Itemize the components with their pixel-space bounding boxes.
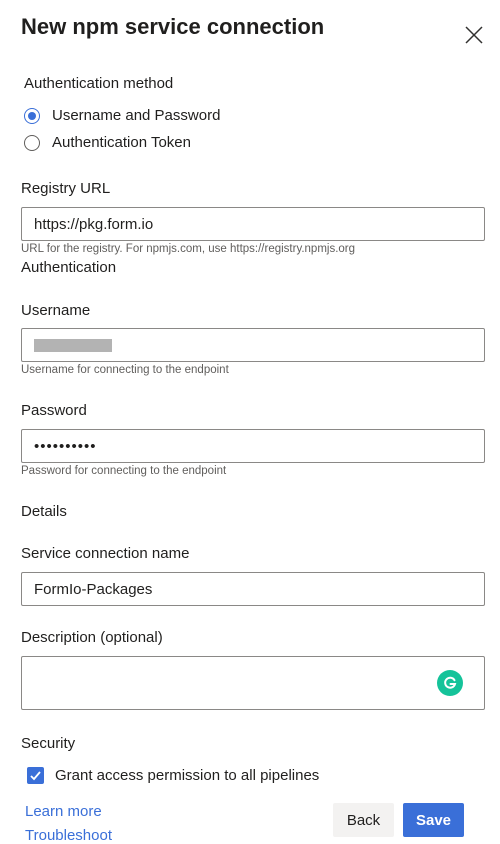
username-help: Username for connecting to the endpoint (21, 364, 229, 376)
radio-auth-token[interactable] (24, 134, 191, 151)
troubleshoot-link[interactable]: Troubleshoot (25, 827, 112, 844)
registry-url-input[interactable] (21, 207, 485, 241)
radio-username-password[interactable] (24, 107, 220, 124)
service-connection-name-input[interactable] (21, 572, 485, 606)
radio-button[interactable] (24, 135, 40, 151)
service-connection-name-value: FormIo-Packages (34, 580, 153, 598)
redacted-username (34, 339, 112, 352)
radio-button-checked[interactable] (24, 108, 40, 124)
description-label: Description (optional) (21, 629, 163, 646)
checkmark-icon (29, 769, 42, 782)
registry-url-value: https://pkg.form.io (34, 215, 154, 233)
authentication-heading: Authentication (21, 259, 117, 276)
registry-url-help: URL for the registry. For npmjs.com, use https://registry.npmjs.org (21, 243, 356, 255)
grant-access-checkbox[interactable] (27, 767, 44, 784)
grant-access-label[interactable]: Grant access permission to all pipelines (55, 767, 320, 784)
learn-more-link[interactable]: Learn more (25, 803, 102, 820)
grammarly-icon[interactable] (437, 670, 463, 696)
close-icon[interactable] (463, 24, 485, 46)
password-label: Password (21, 402, 87, 419)
radio-label: Username and Password (52, 107, 221, 124)
details-heading: Details (21, 503, 67, 520)
dialog-title: New npm service connection (21, 14, 325, 39)
radio-label: Authentication Token (52, 134, 191, 151)
password-help: Password for connecting to the endpoint (21, 465, 227, 477)
save-button[interactable]: Save (403, 803, 464, 837)
password-input[interactable] (21, 429, 485, 463)
registry-url-label: Registry URL (21, 180, 111, 197)
service-connection-name-label: Service connection name (21, 545, 190, 562)
auth-method-label: Authentication method (24, 75, 174, 92)
username-input[interactable] (21, 328, 485, 362)
back-button[interactable]: Back (333, 803, 394, 837)
username-label: Username (21, 302, 91, 319)
description-textarea[interactable] (21, 656, 485, 710)
password-value: •••••••••• (34, 437, 97, 455)
security-heading: Security (21, 735, 76, 752)
